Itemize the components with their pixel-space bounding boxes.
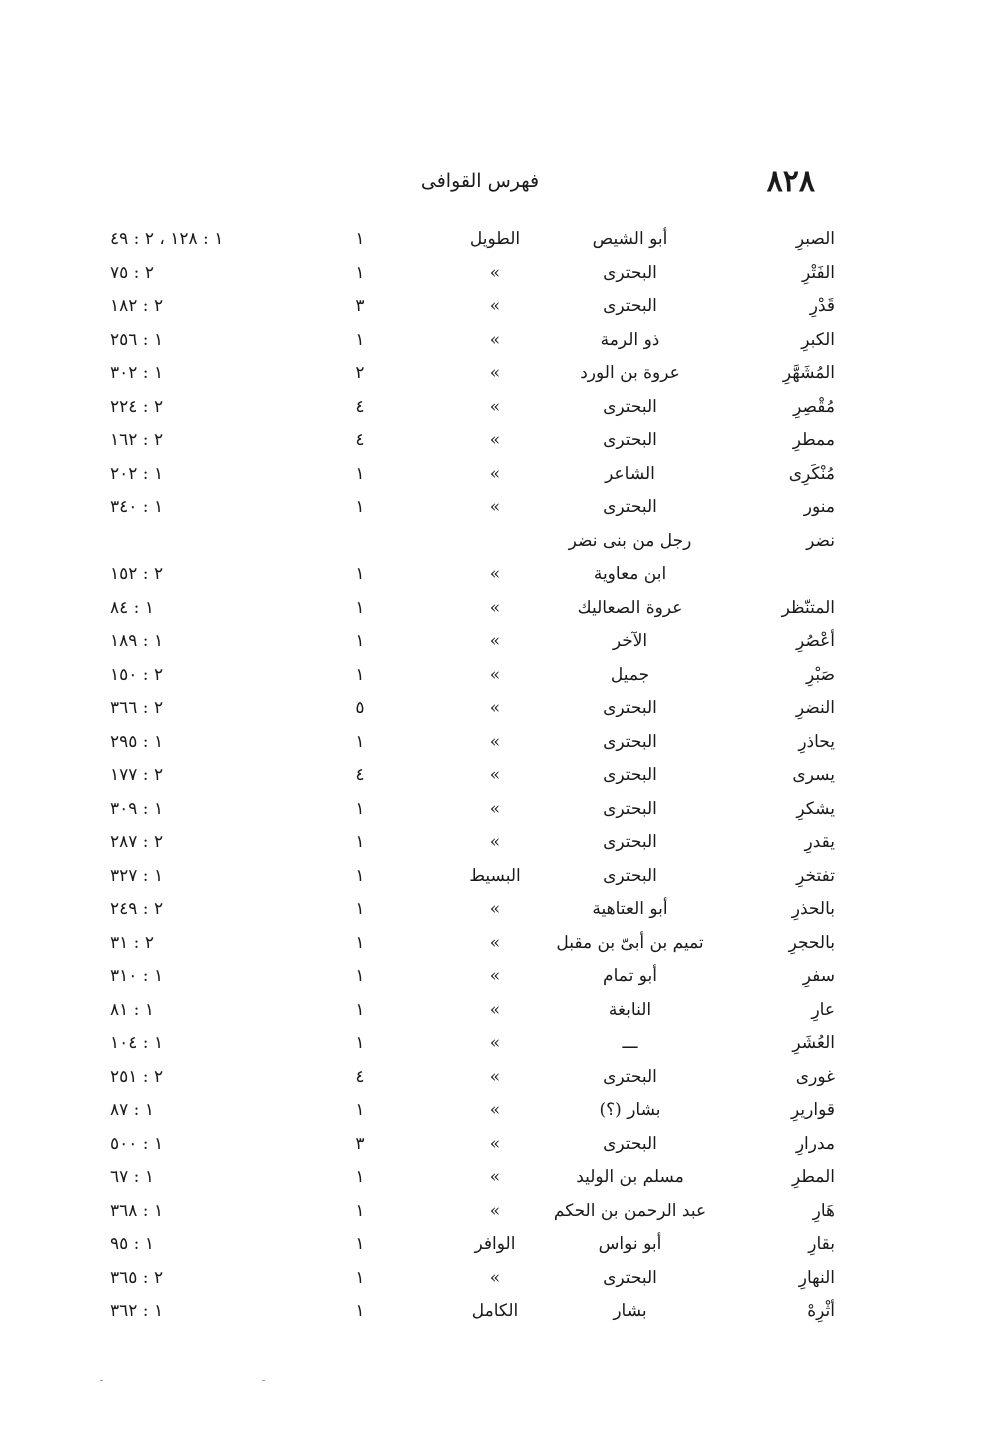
rhyme-cell: أثْرِهْ [807, 1301, 835, 1321]
poet-cell: الآخر [612, 631, 648, 651]
reference-cell: ٢ : ٢٢٤ [110, 396, 164, 417]
meter-cell: الطويل [469, 229, 521, 249]
poet-cell: ـــ [622, 1033, 638, 1053]
verse-count-cell: ١ [355, 262, 365, 283]
reference-cell: ١ : ٢٥٦ [110, 329, 164, 350]
reference-cell: ٢ : ٣١ [110, 932, 154, 953]
verse-count-cell: ١ [355, 463, 365, 484]
meter-cell: » [489, 832, 501, 852]
poet-cell: أبو الشيص [592, 229, 668, 249]
meter-cell: » [489, 1200, 501, 1221]
table-row [0, 1230, 1005, 1264]
table-row [0, 761, 1005, 795]
meter-cell: » [489, 262, 501, 283]
meter-cell: » [489, 597, 501, 618]
rhyme-cell: الكبرِ [801, 329, 835, 350]
poet-cell: البحترى [603, 262, 657, 283]
table-row [0, 359, 1005, 393]
meter-cell: » [489, 664, 501, 685]
poet-cell: البحترى [603, 765, 657, 785]
verse-count-cell: ١ [355, 1301, 365, 1321]
poet-cell: ذو الرمة [600, 329, 660, 350]
table-row [0, 393, 1005, 427]
rhyme-cell: النهارِ [798, 1267, 835, 1288]
poet-cell: أبو العتاهية [592, 899, 668, 919]
reference-cell: ٢ : ١٦٢ [110, 430, 164, 450]
meter-cell: البسيط [469, 865, 521, 886]
rhyme-cell: منور [803, 497, 835, 517]
poet-cell: البحترى [603, 1267, 657, 1288]
meter-cell: » [489, 999, 501, 1020]
poet-cell: بشار (؟) [599, 1100, 661, 1120]
verse-count-cell: ١ [355, 1167, 365, 1187]
meter-cell: » [489, 765, 501, 785]
rhyme-cell: المتنّظر [781, 597, 835, 618]
reference-cell: ١ : ٦٧ [110, 1167, 154, 1187]
meter-cell: » [489, 731, 501, 752]
poet-cell: البحترى [603, 698, 657, 718]
reference-cell: ١ : ١٨٩ [110, 631, 164, 651]
meter-cell: » [489, 296, 501, 316]
table-row [0, 1264, 1005, 1298]
rhyme-cell: سفرِ [802, 966, 835, 986]
table-row [0, 1063, 1005, 1097]
page-number: ٨٢٨ [766, 164, 815, 199]
verse-count-cell: ٤ [355, 396, 365, 417]
rhyme-cell: بالحجرِ [788, 932, 835, 953]
meter-cell: » [489, 1066, 501, 1087]
meter-cell: » [489, 564, 501, 584]
meter-cell: » [489, 932, 501, 953]
reference-cell: ١ : ٩٥ [110, 1234, 154, 1254]
verse-count-cell: ١ [355, 497, 365, 517]
verse-count-cell: ١ [355, 999, 365, 1020]
rhyme-cell: قواريرِ [791, 1100, 835, 1120]
meter-cell: » [489, 899, 501, 919]
reference-cell: ٢ : ٢٥١ [110, 1066, 164, 1087]
meter-cell: » [489, 1167, 501, 1187]
rhyme-cell: صَبْرِ [806, 664, 835, 685]
meter-cell: الوافر [474, 1234, 516, 1254]
rhyme-cell: أعْصُرِ [796, 631, 835, 651]
reference-cell: ٢ : ٧٥ [110, 262, 154, 283]
reference-cell: ١ : ١٢٨ ، ٢ : ٤٩ [110, 229, 224, 249]
rhyme-cell: يقدرِ [804, 832, 835, 852]
reference-cell: ١ : ١٠٤ [110, 1033, 164, 1053]
reference-cell: ٢ : ٣٦٥ [110, 1267, 164, 1288]
rhyme-cell: عارِ [811, 999, 835, 1020]
table-row [0, 560, 1005, 594]
poet-cell: بشار [613, 1301, 647, 1321]
verse-count-cell: ١ [355, 229, 365, 249]
reference-cell: ١ : ٨٧ [110, 1100, 154, 1120]
table-row [0, 326, 1005, 360]
verse-count-cell: ١ [355, 564, 365, 584]
reference-cell: ٢ : ١٧٧ [110, 765, 164, 785]
rhyme-cell: مُقْصِرِ [793, 396, 835, 417]
verse-count-cell: ١ [355, 798, 365, 819]
reference-cell: ٢ : ٢٨٧ [110, 832, 164, 852]
meter-cell: » [489, 1267, 501, 1288]
reference-cell: ١ : ٨٤ [110, 597, 154, 618]
page-scan-specks [0, 1380, 1005, 1390]
table-row [0, 627, 1005, 661]
reference-cell: ١ : ٣١٠ [110, 966, 164, 986]
meter-cell: الكامل [471, 1301, 519, 1321]
reference-cell: ١ : ٣٠٩ [110, 798, 164, 819]
table-row [0, 862, 1005, 896]
table-row [0, 895, 1005, 929]
verse-count-cell: ١ [355, 1100, 365, 1120]
rhyme-index-table [0, 225, 1005, 1331]
table-row [0, 962, 1005, 996]
poet-cell: البحترى [603, 1133, 657, 1154]
reference-cell: ١ : ٥٠٠ [110, 1133, 164, 1154]
table-row [0, 828, 1005, 862]
table-row [0, 1029, 1005, 1063]
rhyme-cell: المُشَهَّرِ [782, 363, 835, 383]
poet-cell: جميل [610, 664, 650, 685]
table-row [0, 225, 1005, 259]
table-row [0, 527, 1005, 561]
rhyme-cell: النضرِ [795, 698, 835, 718]
rhyme-cell: الفَتْرِ [801, 262, 835, 283]
verse-count-cell: ١ [355, 1200, 365, 1221]
poet-cell: البحترى [603, 832, 657, 852]
poet-cell: البحترى [603, 798, 657, 819]
table-row [0, 728, 1005, 762]
poet-cell: ابن معاوية [593, 564, 667, 584]
verse-count-cell: ١ [355, 329, 365, 350]
rhyme-cell: هَارِ [812, 1200, 835, 1221]
rhyme-cell: نضر [806, 530, 835, 551]
rhyme-cell: بالحذرِ [791, 899, 835, 919]
rhyme-cell: العُشَرِ [792, 1033, 835, 1053]
reference-cell: ١ : ٣٢٧ [110, 865, 164, 886]
rhyme-cell: بقارِ [808, 1234, 835, 1254]
meter-cell: » [489, 631, 501, 651]
poet-cell: رجل من بنى نضر [568, 530, 692, 551]
verse-count-cell: ١ [355, 932, 365, 953]
poet-cell: أبو نواس [598, 1234, 662, 1254]
meter-cell: » [489, 1033, 501, 1053]
rhyme-cell: مُنْكَرِى [788, 463, 835, 484]
rhyme-cell: يسرى [792, 765, 835, 785]
verse-count-cell: ١ [355, 865, 365, 886]
meter-cell: » [489, 966, 501, 986]
rhyme-cell: قَدْرِ [809, 296, 835, 316]
reference-cell: ٢ : ١٥٠ [110, 664, 164, 685]
rhyme-cell: يحاذرِ [798, 731, 835, 752]
poet-cell: تميم بن أبىّ بن مقبل [556, 932, 704, 953]
rhyme-cell: المطرِ [791, 1167, 835, 1187]
poet-cell: أبو تمام [603, 966, 657, 986]
verse-count-cell: ١ [355, 1234, 365, 1254]
meter-cell: » [489, 798, 501, 819]
poet-cell: النابغة [608, 999, 652, 1020]
poet-cell: البحترى [603, 430, 657, 450]
reference-cell: ١ : ٢٠٢ [110, 463, 164, 484]
verse-count-cell: ٣ [355, 1133, 365, 1154]
poet-cell: عروة بن الورد [580, 363, 680, 383]
reference-cell: ١ : ٣٦٨ [110, 1200, 164, 1221]
verse-count-cell: ٤ [355, 430, 365, 450]
verse-count-cell: ١ [355, 1033, 365, 1053]
poet-cell: عروة الصعاليك [577, 597, 683, 618]
table-row [0, 1297, 1005, 1331]
poet-cell: البحترى [603, 296, 657, 316]
verse-count-cell: ١ [355, 731, 365, 752]
reference-cell: ٢ : ٢٤٩ [110, 899, 164, 919]
page-title: فهرس القوافى [420, 170, 540, 192]
table-row [0, 1197, 1005, 1231]
poet-cell: البحترى [603, 1066, 657, 1087]
verse-count-cell: ٤ [355, 1066, 365, 1087]
verse-count-cell: ١ [355, 1267, 365, 1288]
table-row [0, 259, 1005, 293]
meter-cell: » [489, 430, 501, 450]
verse-count-cell: ١ [355, 664, 365, 685]
rhyme-cell: الصبرِ [795, 229, 835, 249]
rhyme-cell: ممطرِ [792, 430, 835, 450]
poet-cell: الشاعر [605, 463, 655, 484]
table-row [0, 661, 1005, 695]
reference-cell: ١ : ٣٦٢ [110, 1301, 164, 1321]
verse-count-cell: ٤ [355, 765, 365, 785]
meter-cell: » [489, 1133, 501, 1154]
reference-cell: ٢ : ١٨٢ [110, 296, 164, 316]
rhyme-cell: يشكرِ [796, 798, 835, 819]
poet-cell: عبد الرحمن بن الحكم [553, 1200, 707, 1221]
rhyme-cell: مدرارِ [795, 1133, 835, 1154]
table-row [0, 1163, 1005, 1197]
table-row [0, 1130, 1005, 1164]
poet-cell: البحترى [603, 865, 657, 886]
verse-count-cell: ١ [355, 832, 365, 852]
table-row [0, 460, 1005, 494]
verse-count-cell: ١ [355, 966, 365, 986]
table-row [0, 996, 1005, 1030]
table-row [0, 694, 1005, 728]
poet-cell: البحترى [603, 497, 657, 517]
reference-cell: ١ : ٣٠٢ [110, 363, 164, 383]
meter-cell: » [489, 463, 501, 484]
rhyme-cell: تفتخرِ [796, 865, 835, 886]
verse-count-cell: ٥ [355, 698, 365, 718]
meter-cell: » [489, 497, 501, 517]
reference-cell: ١ : ٨١ [110, 999, 154, 1020]
table-row [0, 1096, 1005, 1130]
meter-cell: » [489, 1100, 501, 1120]
table-row [0, 795, 1005, 829]
table-row [0, 594, 1005, 628]
table-row [0, 426, 1005, 460]
meter-cell: » [489, 396, 501, 417]
rhyme-cell: غورى [795, 1066, 835, 1087]
verse-count-cell: ٣ [355, 296, 365, 316]
reference-cell: ٢ : ٣٦٦ [110, 698, 164, 718]
table-row [0, 929, 1005, 963]
table-row [0, 493, 1005, 527]
verse-count-cell: ١ [355, 899, 365, 919]
meter-cell: » [489, 329, 501, 350]
meter-cell: » [489, 363, 501, 383]
poet-cell: البحترى [603, 731, 657, 752]
reference-cell: ٢ : ١٥٢ [110, 564, 164, 584]
verse-count-cell: ١ [355, 597, 365, 618]
verse-count-cell: ٢ [355, 363, 365, 383]
poet-cell: مسلم بن الوليد [576, 1167, 684, 1187]
table-row [0, 292, 1005, 326]
meter-cell: » [489, 698, 501, 718]
poet-cell: البحترى [603, 396, 657, 417]
reference-cell: ١ : ٣٤٠ [110, 497, 164, 517]
verse-count-cell: ١ [355, 631, 365, 651]
reference-cell: ١ : ٢٩٥ [110, 731, 164, 752]
